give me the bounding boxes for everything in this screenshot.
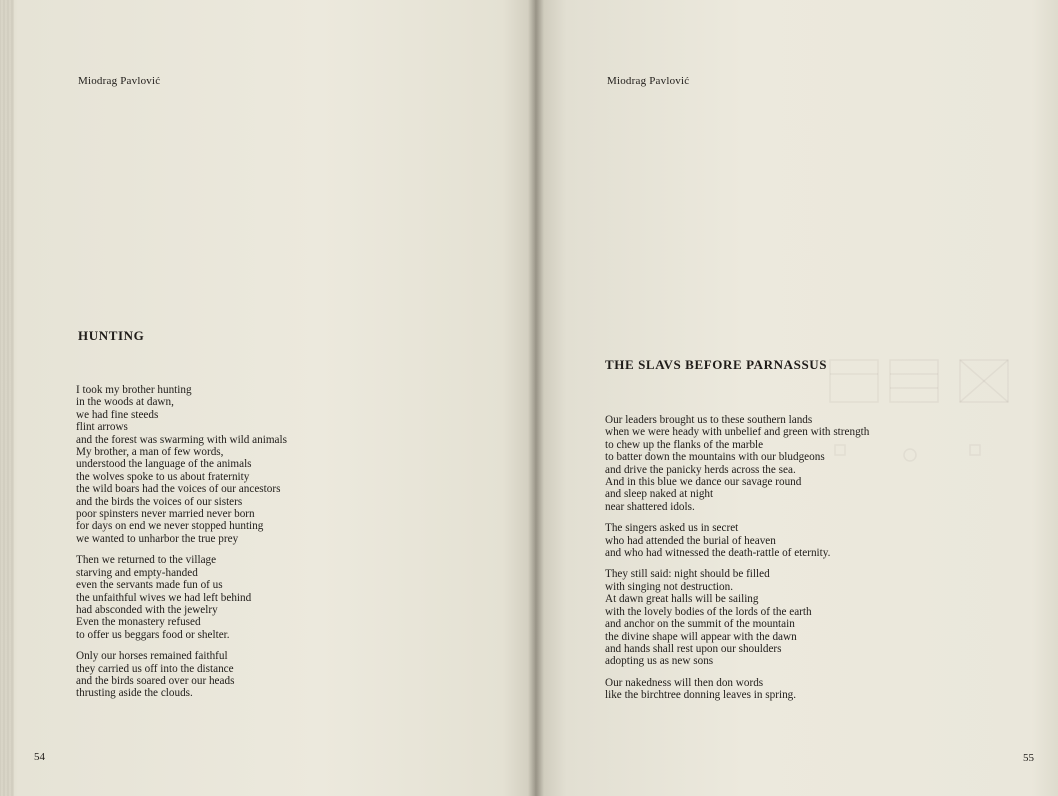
right-page xyxy=(535,0,1058,796)
left-poem-body xyxy=(76,384,287,709)
stanza xyxy=(605,677,869,702)
poem-line: the divine shape will appear with the dawn xyxy=(605,630,797,643)
left-page-number: 54 xyxy=(34,751,45,763)
poem-line: the wild boars had the voices of our ancestors xyxy=(76,483,281,496)
poem-line: with singing not destruction. xyxy=(605,580,734,593)
poem-line: we had fine steeds xyxy=(76,408,159,421)
poem-line: and drive the panicky herds across the sea. xyxy=(605,463,796,476)
poem-line: The singers asked us in secret xyxy=(605,522,739,535)
poem-line: And in this blue we dance our savage round xyxy=(605,476,802,489)
poem-line: My brother, a man of few words, xyxy=(76,446,224,459)
poem-line: thrusting aside the clouds. xyxy=(76,687,193,700)
poem-line: near shattered idols. xyxy=(605,500,695,513)
poem-line: and the birds soared over our heads xyxy=(76,674,235,687)
poem-line: Only our horses remained faithful xyxy=(76,650,228,663)
poem-line: Our nakedness will then don words xyxy=(605,676,764,689)
poem-line: for days on end we never stopped hunting xyxy=(76,520,264,533)
book-gutter xyxy=(528,0,544,796)
poem-line: Then we returned to the village xyxy=(76,554,217,567)
right-running-head: Miodrag Pavlović xyxy=(607,75,690,87)
poem-line: At dawn great halls will be sailing xyxy=(605,593,759,606)
poem-line: to batter down the mountains with our bludgeons xyxy=(605,451,825,464)
poem-line: They still said: night should be filled xyxy=(605,568,770,581)
poem-line: we wanted to unharbor the true prey xyxy=(76,532,239,545)
page-edges xyxy=(0,0,14,796)
right-poem-title: THE SLAVS BEFORE PARNASSUS xyxy=(605,357,828,372)
stanza xyxy=(605,414,869,513)
poem-line: understood the language of the animals xyxy=(76,458,252,471)
poem-line: and who had witnessed the death-rattle of eternity. xyxy=(605,547,831,560)
poem-line: Our leaders brought us to these southern lands xyxy=(605,414,813,426)
poem-line: to chew up the flanks of the marble xyxy=(605,438,764,451)
poem-line: I took my brother hunting xyxy=(76,384,192,396)
poem-line: with the lovely bodies of the lords of the earth xyxy=(605,605,812,618)
poem-line: even the servants made fun of us xyxy=(76,579,223,592)
poem-line: in the woods at dawn, xyxy=(76,396,174,409)
left-poem-title: HUNTING xyxy=(78,328,145,343)
poem-line: and the birds the voices of our sisters xyxy=(76,495,243,508)
stanza xyxy=(605,568,869,667)
poem-line: starving and empty-handed xyxy=(76,566,198,579)
poem-line: the wolves spoke to us about fraternity xyxy=(76,470,250,483)
left-running-head: Miodrag Pavlović xyxy=(78,75,161,87)
right-page-number: 55 xyxy=(1023,752,1034,764)
poem-line: to offer us beggars food or shelter. xyxy=(76,628,230,641)
poem-line: had absconded with the jewelry xyxy=(76,603,218,616)
poem-line: they carried us off into the distance xyxy=(76,662,234,675)
stanza xyxy=(605,522,869,559)
poem-line: the unfaithful wives we had left behind xyxy=(76,591,252,604)
poem-line: poor spinsters never married never born xyxy=(76,508,255,521)
stanza xyxy=(76,384,287,545)
poem-line: when we were heady with unbelief and green with strength xyxy=(605,426,870,439)
stanza xyxy=(76,554,287,641)
poem-line: Even the monastery refused xyxy=(76,616,201,629)
poem-line: flint arrows xyxy=(76,421,128,434)
poem-line: and sleep naked at night xyxy=(605,488,714,501)
poem-line: like the birchtree donning leaves in spring. xyxy=(605,689,797,702)
stanza xyxy=(76,650,287,700)
right-poem-body xyxy=(605,414,869,711)
poem-line: who had attended the burial of heaven xyxy=(605,534,776,547)
poem-line: and the forest was swarming with wild animals xyxy=(76,433,287,446)
poem-line: adopting us as new sons xyxy=(605,655,714,668)
poem-line: and hands shall rest upon our shoulders xyxy=(605,642,782,655)
poem-line: and anchor on the summit of the mountain xyxy=(605,618,795,631)
